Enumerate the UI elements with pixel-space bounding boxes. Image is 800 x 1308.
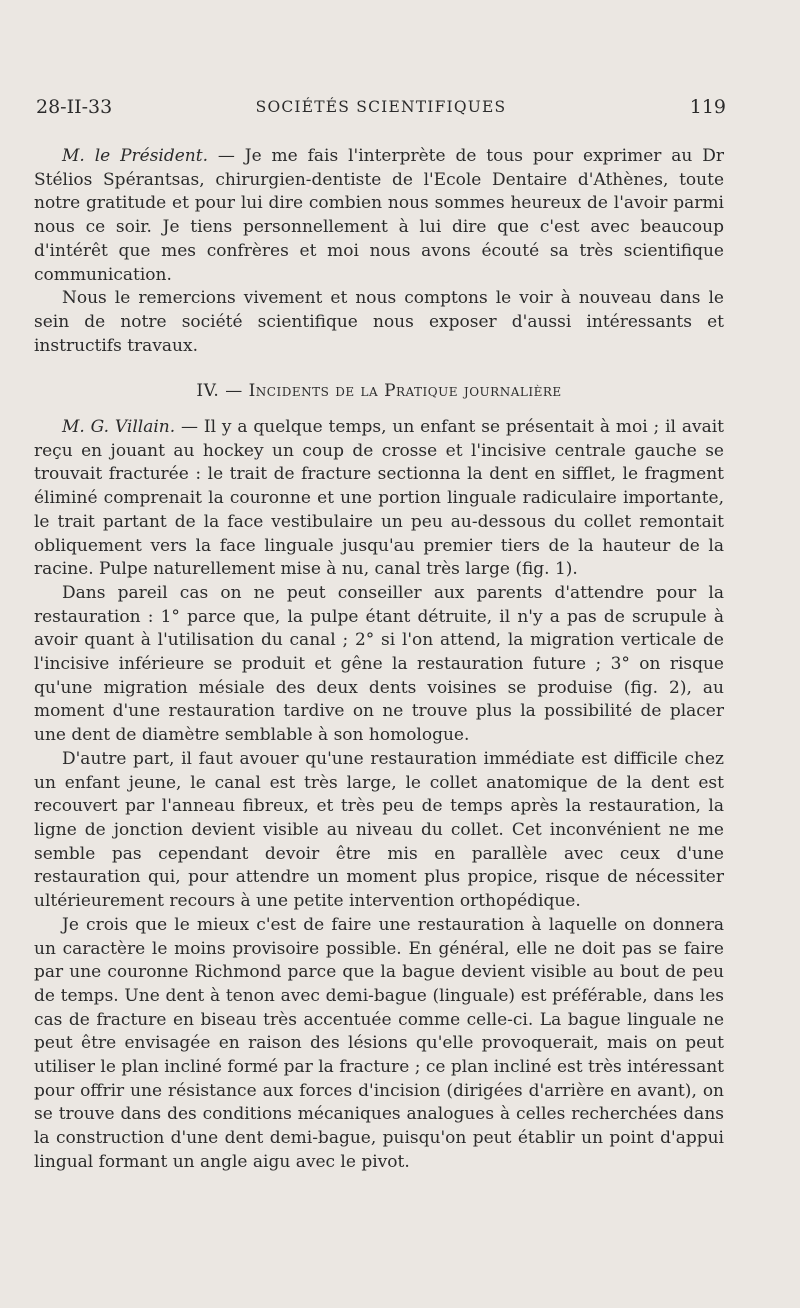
header-section: SOCIÉTÉS SCIENTIFIQUES bbox=[255, 98, 507, 116]
paragraph bbox=[34, 416, 724, 582]
article-body bbox=[34, 145, 724, 1175]
paragraph-text: D'autre part, il faut avouer qu'une restauration immédiate est difficile chez un enfant jeune, le canal est très large, le collet anatomique de la dent est recouvert par l'anneau fibreux, et très peu de temps après la restauration, la ligne de jonction devient visible au niveau du collet. Cet inconvénient ne me semble pas cependant devoir être mis en parallèle avec ceux d'une restauration qui, pour attendre un moment plus propice, risque de nécessiter ultérieurement recours à une petite intervention orthopédique. bbox=[34, 748, 724, 912]
section-title: Incidents de la Pratique journalière bbox=[248, 381, 562, 402]
paragraph bbox=[34, 914, 724, 1175]
paragraph bbox=[34, 582, 724, 748]
paragraph bbox=[34, 748, 724, 914]
section-number: IV. — bbox=[196, 381, 249, 402]
speaker-name: M. le Président. bbox=[62, 146, 208, 166]
speaker-name: M. G. Villain. bbox=[62, 417, 176, 438]
section-heading bbox=[34, 380, 724, 404]
running-head bbox=[36, 96, 726, 126]
page-number: 119 bbox=[689, 96, 726, 118]
paragraph-text: — Il y a quelque temps, un enfant se présentait à moi ; il avait reçu en jouant au hockey un coup de crosse et l'incisive centrale gauche se trouvait fracturée : le trait de fracture sectionna la dent en sifflet, le fragment éliminé comprenait la couronne et une portion linguale radiculaire importante, le trait partant de la face vestibulaire un peu au-dessous du collet remontait obliquement vers la face linguale jusqu'au premier tiers de la hauteur de la racine. Pulpe naturellement mise à nu, canal très large (fig. 1). bbox=[34, 417, 724, 580]
paragraph bbox=[34, 145, 724, 287]
paragraph-text: Je crois que le mieux c'est de faire une restauration à laquelle on donnera un caractère le moins provisoire possible. En général, elle ne doit pas se faire par une couronne Richmond parce que la bague devient visible au bout de peu de temps. Une dent à tenon avec demi-bague (linguale) est préférable, dans les cas de fracture en biseau très accentuée comme celle-ci. La bague linguale ne peut être envisagée en raison des lésions qu'elle provoquerait, mais on peut utiliser le plan incliné formé par la fracture ; ce plan incliné est très intéressant pour offrir une résistance aux forces d'incision (dirigées d'arrière en avant), on se trouve dans des conditions mécaniques analogues à celles recherchées dans la construction d'une dent demi-bague, puisqu'on peut établir un point d'appui lingual formant un angle aigu avec le pivot. bbox=[34, 914, 724, 1172]
paragraph-text: Nous le remercions vivement et nous comptons le voir à nouveau dans le sein de notre société scientifique nous exposer d'aussi intéressants et instructifs travaux. bbox=[34, 288, 724, 356]
paragraph-text: Dans pareil cas on ne peut conseiller aux parents d'attendre pour la restauration : 1° parce que, la pulpe étant détruite, il n'y a pas de scrupule à avoir quant à l'utilisation du canal ; 2° si l'on attend, la migration verticale de l'incisive inférieure se produit et gêne la restauration future ; 3° on risque qu'une migration mésiale des deux dents voisines se produise (fig. 2), au moment d'une restauration tardive on ne trouve plus la possibilité de placer une dent de diamètre semblable à son homologue. bbox=[34, 582, 724, 746]
paragraph bbox=[34, 287, 724, 358]
header-date: 28-II-33 bbox=[36, 96, 113, 118]
paragraph-text: — Je me fais l'interprète de tous pour exprimer au Dr Stélios Spérantsas, chirurgien-dentiste de l'Ecole Dentaire d'Athènes, toute notre gratitude et pour lui dire combien nous sommes heureux de l'avoir parmi nous ce soir. Je tiens personnellement à lui dire que c'est avec beaucoup d'intérêt que mes confrères et moi nous avons écouté sa très scientifique communication. bbox=[34, 146, 724, 285]
